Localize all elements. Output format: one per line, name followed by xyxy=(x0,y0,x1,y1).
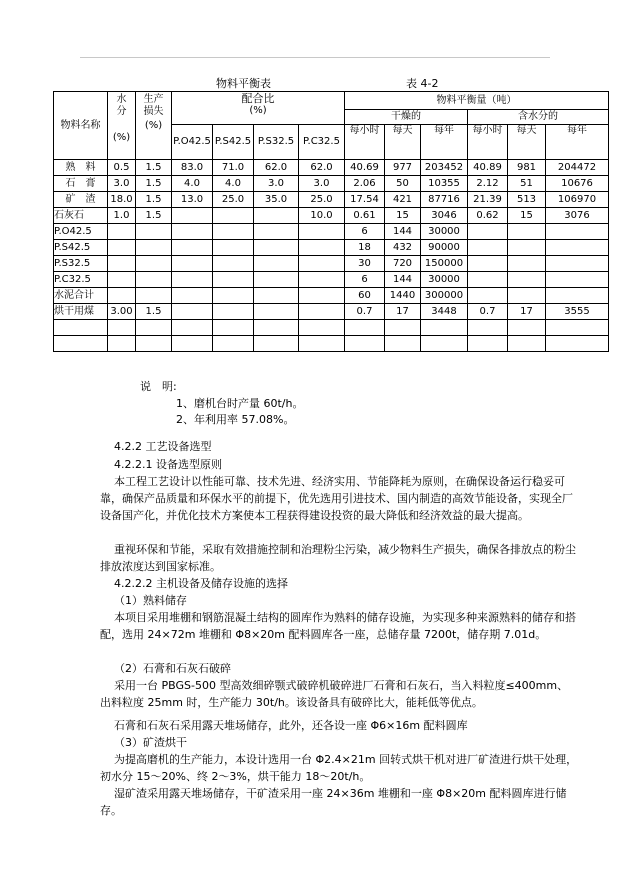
table-cell: 30 xyxy=(345,256,385,272)
table-cell xyxy=(546,272,609,288)
table-cell: 4.0 xyxy=(172,176,213,192)
section-heading-4-2-2: 4.2.2 工艺设备选型 xyxy=(114,440,212,453)
table-cell xyxy=(299,336,345,352)
table-cell: 50 xyxy=(385,176,421,192)
table-cell xyxy=(254,304,299,320)
table-cell: 40.69 xyxy=(345,160,385,176)
table-cell: 977 xyxy=(385,160,421,176)
table-cell xyxy=(172,304,213,320)
row-material-name: 熟 料 xyxy=(54,160,108,176)
table-cell: 3448 xyxy=(421,304,468,320)
table-cell: 300000 xyxy=(421,288,468,304)
table-row xyxy=(54,272,609,288)
table-cell xyxy=(546,336,609,352)
table-cell xyxy=(546,224,609,240)
table-cell xyxy=(385,336,421,352)
paragraph-environment: 重视环保和节能，采取有效措施控制和治理粉尘污染，减少物料生产损失，确保各排放点的粉尘排放浓度达到国家标准。 xyxy=(100,543,576,573)
table-row xyxy=(54,336,609,352)
table-cell xyxy=(108,320,136,336)
table-cell xyxy=(254,208,299,224)
table-cell xyxy=(172,336,213,352)
table-cell: 3076 xyxy=(546,208,609,224)
table-row xyxy=(54,160,609,176)
paragraph-gypsum-storage: 石膏和石灰石采用露天堆场储存，此外，还各设一座 Φ6×16m 配料圆库 xyxy=(114,719,468,732)
table-cell: 17 xyxy=(385,304,421,320)
table-cell xyxy=(213,304,254,320)
note-item-2: 2、年利用率 57.08%。 xyxy=(176,413,295,426)
table-caption: 物料平衡表 xyxy=(216,77,271,90)
table-cell: 30000 xyxy=(421,224,468,240)
table-cell: 83.0 xyxy=(172,160,213,176)
paragraph-slag-storage: 湿矿渣采用露天堆场储存，干矿渣采用一座 24×36m 堆棚和一座 Φ8×20m 配料圆库进行储存。 xyxy=(100,787,567,817)
table-cell: 35.0 xyxy=(254,192,299,208)
table-cell: 51 xyxy=(508,176,546,192)
table-cell: 62.0 xyxy=(299,160,345,176)
row-material-name: P.S32.5 xyxy=(54,256,108,272)
heading-clinker-storage: （1）熟料储存 xyxy=(114,594,187,607)
paragraph-slag-drying: 为提高磨机的生产能力，本设计选用一台 Φ2.4×21m 回转式烘干机对进厂矿渣进行烘干处理，初水分 15～20%、终 2～3%，烘干能力 18～20t/h。 xyxy=(100,753,578,783)
table-cell xyxy=(213,272,254,288)
table-cell: 0.7 xyxy=(345,304,385,320)
table-cell xyxy=(508,320,546,336)
table-cell: 3.00 xyxy=(108,304,136,320)
table-cell: 18 xyxy=(345,240,385,256)
table-cell: 150000 xyxy=(421,256,468,272)
table-cell: 3555 xyxy=(546,304,609,320)
row-material-name: 烘干用煤 xyxy=(54,304,108,320)
table-row xyxy=(54,208,609,224)
table-cell: 2.12 xyxy=(468,176,508,192)
table-cell: 1440 xyxy=(385,288,421,304)
table-cell: 4.0 xyxy=(213,176,254,192)
row-material-name: 水泥合计 xyxy=(54,288,108,304)
table-cell: 13.0 xyxy=(172,192,213,208)
table-cell: 71.0 xyxy=(213,160,254,176)
table-cell xyxy=(254,336,299,352)
table-cell xyxy=(508,224,546,240)
header-wet-day: 每天 xyxy=(508,125,546,160)
heading-gypsum-crushing: （2）石膏和石灰石破碎 xyxy=(114,662,231,675)
table-cell xyxy=(108,256,136,272)
table-cell: 720 xyxy=(385,256,421,272)
header-pc325: P.C32.5 xyxy=(299,125,345,160)
header-ratio: 配合比 (%) xyxy=(172,92,345,125)
header-wet: 含水分的 xyxy=(468,110,609,125)
table-cell xyxy=(254,272,299,288)
table-cell: 0.61 xyxy=(345,208,385,224)
table-cell xyxy=(172,256,213,272)
table-cell: 421 xyxy=(385,192,421,208)
table-cell xyxy=(172,240,213,256)
table-cell: 106970 xyxy=(546,192,609,208)
table-cell xyxy=(172,208,213,224)
header-ps425: P.S42.5 xyxy=(213,125,254,160)
table-cell: 0.5 xyxy=(108,160,136,176)
table-row xyxy=(54,224,609,240)
table-cell: 6 xyxy=(345,224,385,240)
header-balance: 物料平衡量（吨） xyxy=(345,92,609,110)
table-cell xyxy=(299,320,345,336)
paragraph-gypsum-crushing: 采用一台 PBGS-500 型高效细碎颚式破碎机破碎进厂石膏和石灰石，当入料粒度≤400mm、出料粒度 25mm 时，生产能力 30t/h。该设备具有破碎比大，能耗低等优点。 xyxy=(100,679,569,709)
table-cell xyxy=(254,240,299,256)
table-cell: 17.54 xyxy=(345,192,385,208)
table-cell: 0.7 xyxy=(468,304,508,320)
table-cell xyxy=(136,336,172,352)
table-cell: 204472 xyxy=(546,160,609,176)
header-po425: P.O42.5 xyxy=(172,125,213,160)
row-material-name: P.S42.5 xyxy=(54,240,108,256)
table-cell xyxy=(254,320,299,336)
table-cell xyxy=(546,288,609,304)
table-cell xyxy=(108,336,136,352)
table-cell: 1.5 xyxy=(136,208,172,224)
table-cell: 25.0 xyxy=(213,192,254,208)
table-cell: 1.5 xyxy=(136,160,172,176)
table-cell xyxy=(213,336,254,352)
header-water: 水分 (%) xyxy=(108,92,136,160)
table-cell xyxy=(508,272,546,288)
table-cell xyxy=(213,320,254,336)
table-cell xyxy=(421,336,468,352)
header-dry-year: 每年 xyxy=(421,125,468,160)
table-cell: 40.89 xyxy=(468,160,508,176)
table-cell: 6 xyxy=(345,272,385,288)
table-cell xyxy=(299,256,345,272)
table-cell xyxy=(136,320,172,336)
table-cell: 3.0 xyxy=(108,176,136,192)
table-cell xyxy=(213,240,254,256)
table-cell: 60 xyxy=(345,288,385,304)
header-material-name: 物料名称 xyxy=(54,92,108,160)
table-cell: 1.5 xyxy=(136,176,172,192)
table-row xyxy=(54,192,609,208)
table-cell: 21.39 xyxy=(468,192,508,208)
table-cell: 1.5 xyxy=(136,192,172,208)
table-cell xyxy=(345,336,385,352)
table-cell: 17 xyxy=(508,304,546,320)
table-cell xyxy=(546,240,609,256)
table-cell xyxy=(468,256,508,272)
subsection-heading-4-2-2-1: 4.2.2.1 设备选型原则 xyxy=(114,458,222,471)
table-cell xyxy=(385,320,421,336)
table-cell xyxy=(508,256,546,272)
table-cell xyxy=(546,320,609,336)
table-cell xyxy=(508,240,546,256)
table-row xyxy=(54,240,609,256)
paragraph-clinker-storage: 本项目采用堆棚和钢筋混凝土结构的圆库作为熟料的储存设施，为实现多种来源熟料的储存和搭配，选用 24×72m 堆棚和 Φ8×20m 配料圆库各一座，总储存量 7200t，储存期 7.01d。 xyxy=(100,611,576,641)
table-cell xyxy=(136,272,172,288)
table-cell: 10.0 xyxy=(299,208,345,224)
table-cell: 62.0 xyxy=(254,160,299,176)
table-cell: 30000 xyxy=(421,272,468,288)
table-cell xyxy=(136,240,172,256)
header-ps325: P.S32.5 xyxy=(254,125,299,160)
table-cell xyxy=(172,224,213,240)
table-cell xyxy=(108,224,136,240)
table-cell xyxy=(213,256,254,272)
row-material-name: 矿 渣 xyxy=(54,192,108,208)
header-dry: 干燥的 xyxy=(345,110,468,125)
table-cell xyxy=(172,272,213,288)
table-row xyxy=(54,176,609,192)
table-cell xyxy=(172,320,213,336)
table-cell xyxy=(254,224,299,240)
table-cell: 87716 xyxy=(421,192,468,208)
table-cell xyxy=(299,288,345,304)
table-cell: 3.0 xyxy=(254,176,299,192)
note-item-1: 1、磨机台时产量 60t/h。 xyxy=(176,397,304,410)
material-balance-table xyxy=(53,91,609,352)
header-dry-hour: 每小时 xyxy=(345,125,385,160)
table-cell: 2.06 xyxy=(345,176,385,192)
table-cell: 0.62 xyxy=(468,208,508,224)
table-cell xyxy=(213,224,254,240)
table-cell xyxy=(299,240,345,256)
table-cell: 203452 xyxy=(421,160,468,176)
table-row xyxy=(54,304,609,320)
table-cell xyxy=(468,320,508,336)
header-loss: 生产损失 (%) xyxy=(136,92,172,160)
table-cell xyxy=(213,208,254,224)
table-cell xyxy=(299,304,345,320)
table-cell xyxy=(108,272,136,288)
table-cell: 25.0 xyxy=(299,192,345,208)
table-row xyxy=(54,320,609,336)
row-material-name xyxy=(54,320,108,336)
table-cell xyxy=(468,288,508,304)
table-cell xyxy=(421,320,468,336)
table-cell: 15 xyxy=(385,208,421,224)
table-cell xyxy=(108,288,136,304)
table-row xyxy=(54,288,609,304)
table-cell: 513 xyxy=(508,192,546,208)
header-dry-day: 每天 xyxy=(385,125,421,160)
table-cell: 3.0 xyxy=(299,176,345,192)
table-cell xyxy=(468,240,508,256)
table-cell: 432 xyxy=(385,240,421,256)
subsection-heading-4-2-2-2: 4.2.2.2 主机设备及储存设施的选择 xyxy=(114,577,288,590)
table-cell: 1.0 xyxy=(108,208,136,224)
table-number: 表 4-2 xyxy=(406,77,439,90)
notes-label: 说 明: xyxy=(140,380,177,393)
header-rule xyxy=(80,57,550,58)
table-row xyxy=(54,256,609,272)
table-cell xyxy=(468,224,508,240)
table-cell xyxy=(136,256,172,272)
table-cell xyxy=(468,336,508,352)
heading-slag-drying: （3）矿渣烘干 xyxy=(114,736,187,749)
table-cell xyxy=(136,288,172,304)
table-cell: 15 xyxy=(508,208,546,224)
table-cell: 981 xyxy=(508,160,546,176)
row-material-name: 石 膏 xyxy=(54,176,108,192)
table-cell xyxy=(299,224,345,240)
row-material-name: P.O42.5 xyxy=(54,224,108,240)
table-cell xyxy=(172,288,213,304)
table-cell: 144 xyxy=(385,272,421,288)
paragraph-selection-principle: 本工程工艺设计以性能可靠、技术先进、经济实用、节能降耗为原则，在确保设备运行稳妥可靠，确保产品质量和环保水平的前提下，优先选用引进技术、国内制造的高效节能设备，实现全厂设备国产化，并优化技术方案使本工程获得建设投资的最大降低和经济效益的最大提高。 xyxy=(100,475,573,522)
table-cell xyxy=(108,240,136,256)
row-material-name xyxy=(54,336,108,352)
table-cell xyxy=(254,288,299,304)
table-cell xyxy=(546,256,609,272)
table-cell: 10355 xyxy=(421,176,468,192)
table-cell xyxy=(508,288,546,304)
header-wet-year: 每年 xyxy=(546,125,609,160)
table-cell: 1.5 xyxy=(136,304,172,320)
table-cell xyxy=(254,256,299,272)
table-cell: 3046 xyxy=(421,208,468,224)
table-cell xyxy=(468,272,508,288)
table-cell xyxy=(299,272,345,288)
table-cell: 90000 xyxy=(421,240,468,256)
row-material-name: 石灰石 xyxy=(54,208,108,224)
table-cell: 10676 xyxy=(546,176,609,192)
table-cell: 18.0 xyxy=(108,192,136,208)
table-cell: 144 xyxy=(385,224,421,240)
table-cell xyxy=(508,336,546,352)
table-cell xyxy=(213,288,254,304)
table-cell xyxy=(345,320,385,336)
header-wet-hour: 每小时 xyxy=(468,125,508,160)
table-cell xyxy=(136,224,172,240)
row-material-name: P.C32.5 xyxy=(54,272,108,288)
